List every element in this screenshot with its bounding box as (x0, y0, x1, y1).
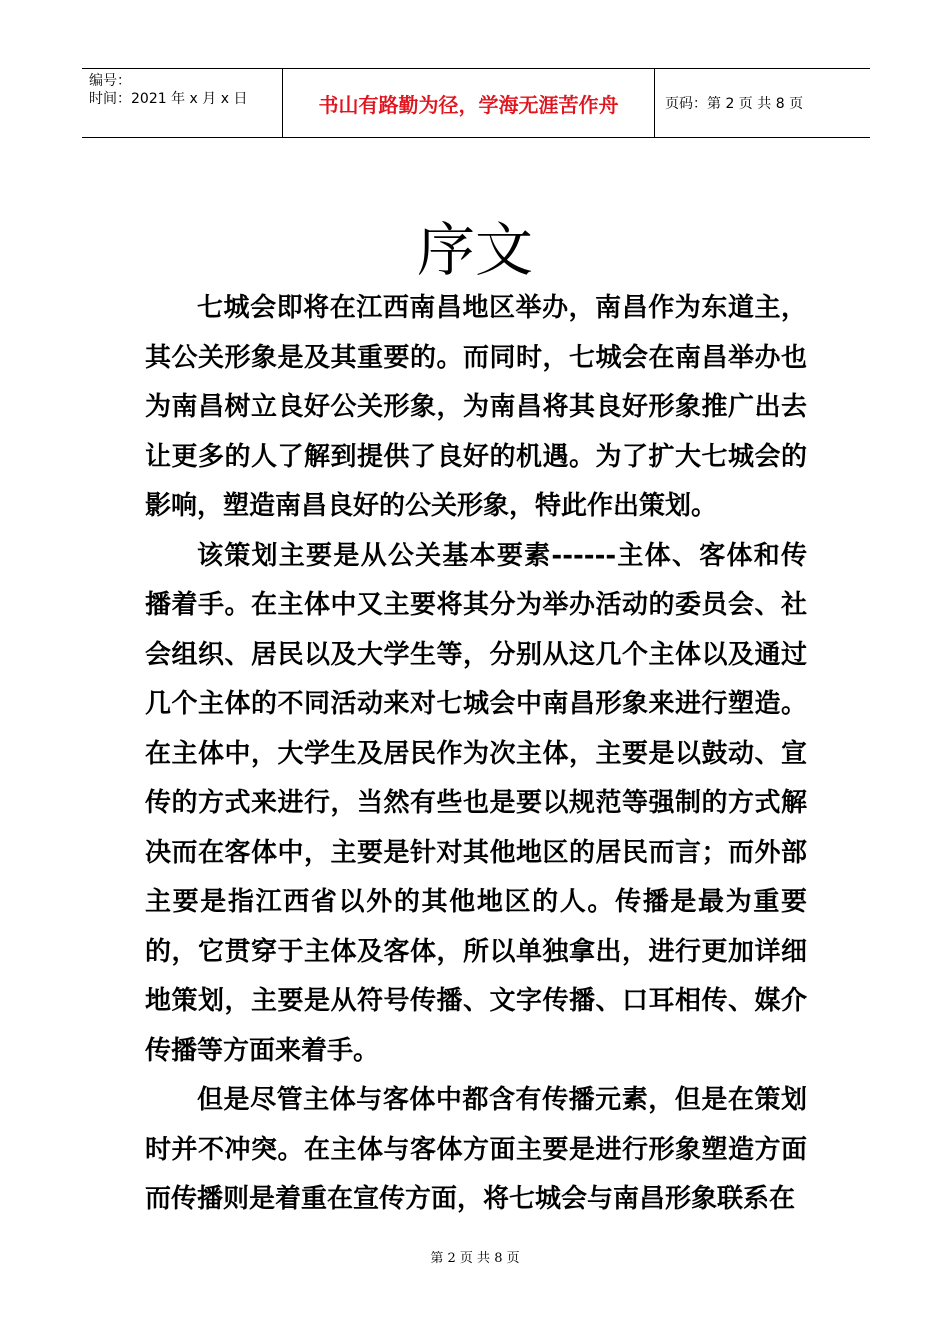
header-meta (82, 69, 282, 137)
page-header (82, 68, 870, 138)
paragraph: 该策划主要是从公关基本要素------主体、客体和传播着手。在主体中又主要将其分为举办活动的委员会、社会组织、居民以及大学生等，分别从这几个主体以及通过几个主体的不同活动来对七城会中南昌形象来进行塑造。在主体中，大学生及居民作为次主体，主要是以鼓动、宣传的方式来进行，当然有些也是要以规范等强制的方式解决而在客体中，主要是针对其他地区的居民而言；而外部主要是指江西省以外的其他地区的人。传播是最为重要的，它贯穿于主体及客体，所以单独拿出，进行更加详细地策划，主要是从符号传播、文字传播、口耳相传、媒介传播等方面来着手。 (145, 540, 807, 1066)
header-motto: 书山有路勤为径，学海无涯苦作舟 (282, 69, 655, 137)
document-body (145, 284, 807, 1225)
header-page-info: 页码：第 2 页 共 8 页 (665, 96, 804, 112)
paragraph: 但是尽管主体与客体中都含有传播元素，但是在策划时并不冲突。在主体与客体方面主要是进行形象塑造方面而传播则是着重在宣传方面，将七城会与南昌形象联系在 (145, 1085, 807, 1214)
time-label: 时间：2021 年 x 月 x 日 (89, 91, 248, 107)
paragraph: 七城会即将在江西南昌地区举办，南昌作为东道主，其公关形象是及其重要的。而同时，七城会在南昌举办也为南昌树立良好公关形象，为南昌将其良好形象推广出去让更多的人了解到提供了良好的机遇。为了扩大七城会的影响，塑造南昌良好的公关形象，特此作出策划。 (145, 293, 807, 521)
number-label: 编号： (89, 73, 131, 89)
page-footer: 第 2 页 共 8 页 (430, 1251, 520, 1266)
document-title: 序文 (416, 216, 533, 284)
